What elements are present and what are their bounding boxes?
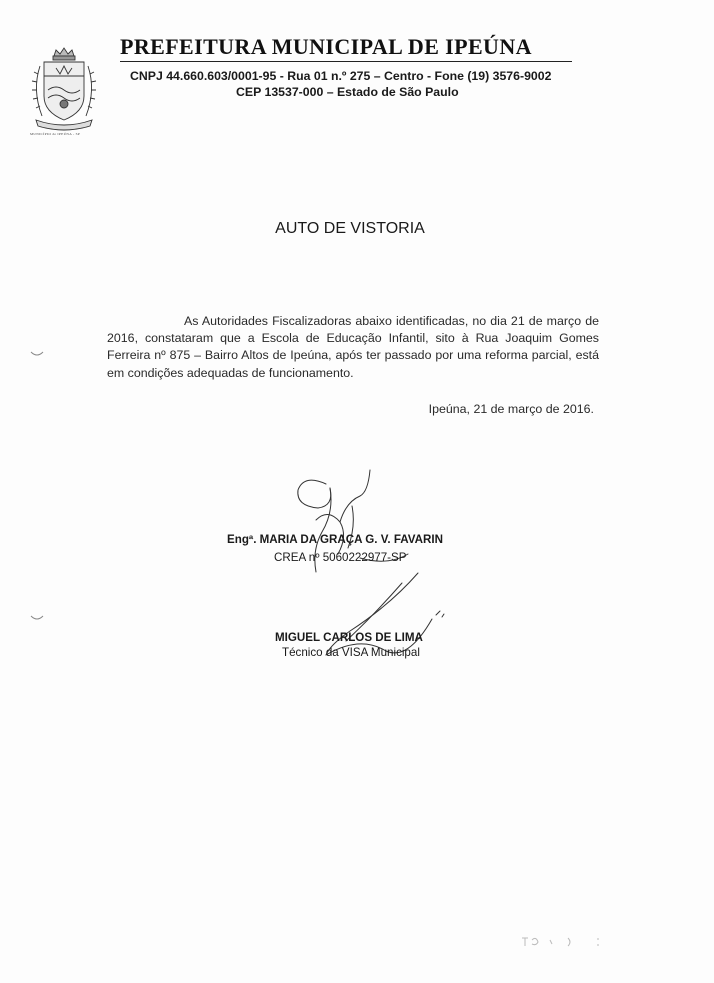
signatory-2-role: Técnico da VISA Municipal [282,646,420,659]
document-title: AUTO DE VISTORIA [275,220,425,237]
signatory-2-name: MIGUEL CARLOS DE LIMA [275,631,423,644]
organization-name: PREFEITURA MUNICIPAL DE IPEÚNA [120,34,532,59]
place-date: Ipeúna, 21 de março de 2016. [428,402,594,416]
municipal-crest-icon [26,46,102,132]
organization-address-line-1: CNPJ 44.660.603/0001-95 - Rua 01 n.º 275 – Centro - Fone (19) 3576-9002 [130,69,552,83]
punch-mark [30,614,44,622]
punch-mark [30,350,44,358]
header-rule [120,61,572,62]
document-body: As Autoridades Fiscalizadoras abaixo identificadas, no dia 21 de março de 2016, constataram que a Escola de Educação Infantil, sito à Rua Joaquim Gomes Ferreira nº 875 – Bairro Altos de Ipeúna, após ter passado por uma reforma parcial, está em condições adequadas de funcionamento. [107,314,599,380]
organization-address-line-2: CEP 13537-000 – Estado de São Paulo [236,85,459,99]
faint-stamp-mark [518,934,618,948]
crest-caption: MUNICÍPIO de IPEÚNA - SP [30,132,81,136]
signatory-1-name: Engª. MARIA DA GRAÇA G. V. FAVARIN [227,533,443,546]
signatory-1-registration: CREA nº 5060222977-SP [274,551,407,564]
